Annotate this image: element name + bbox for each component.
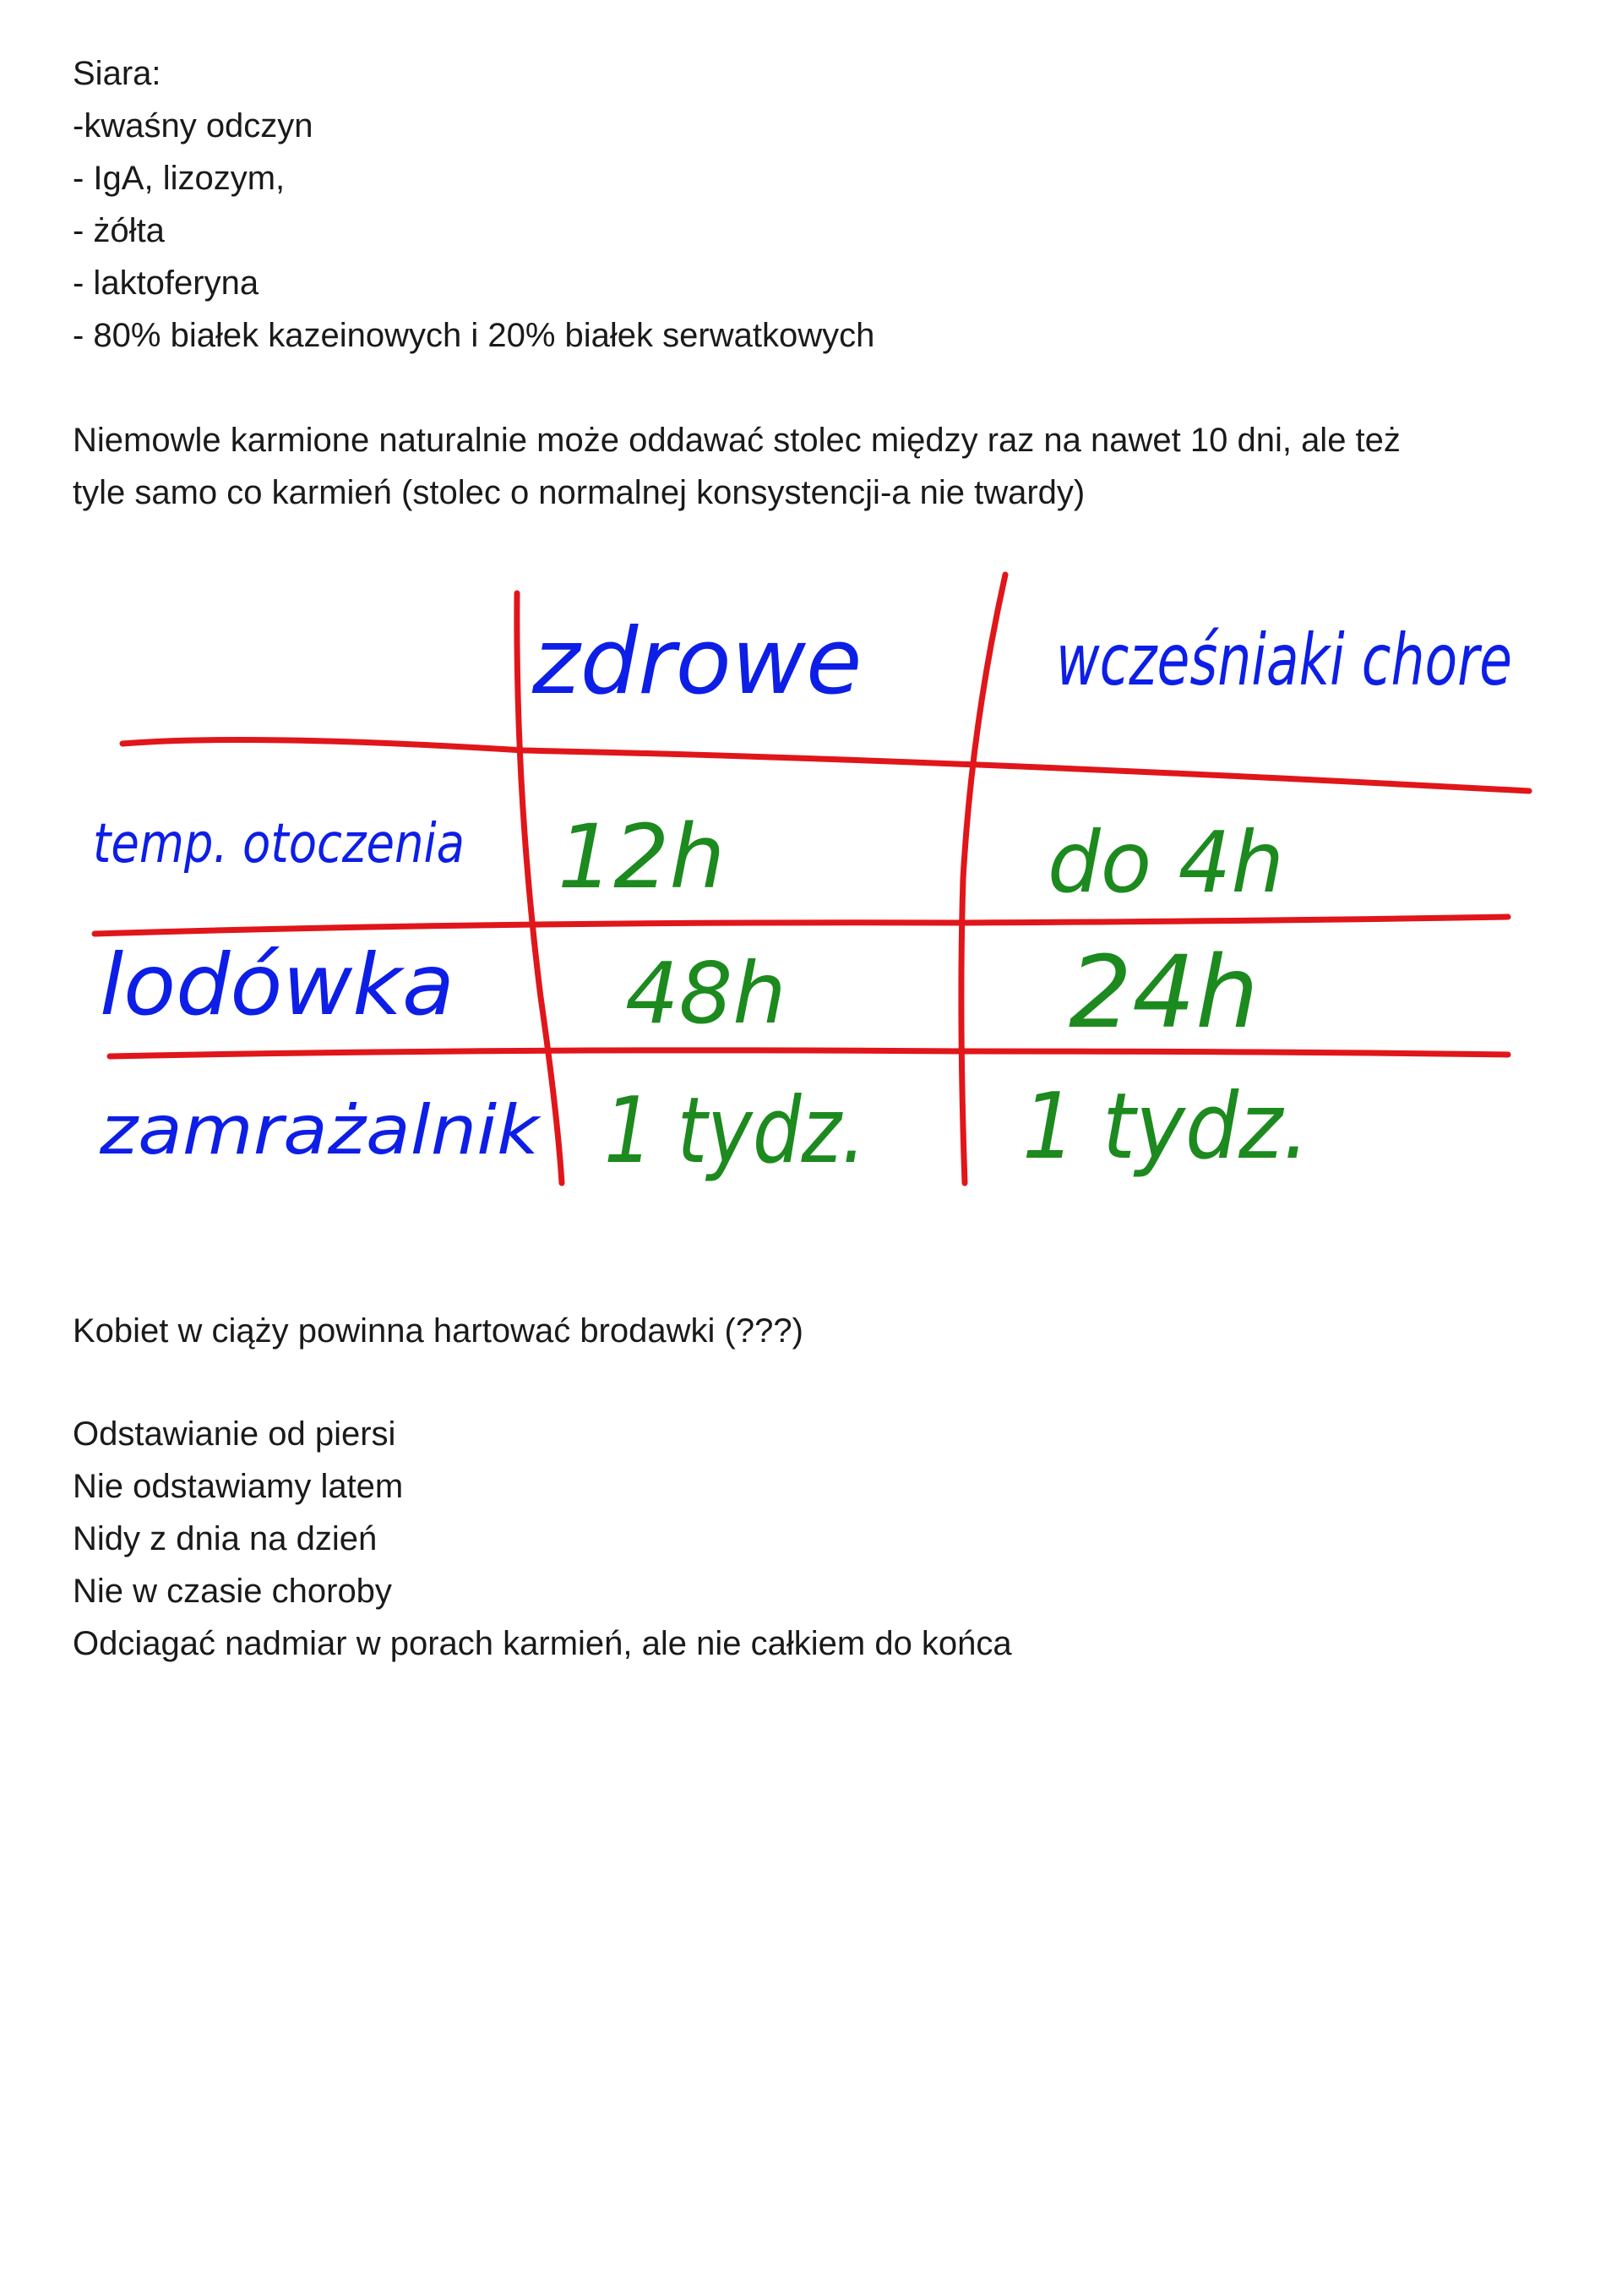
value-healthy: 1 tydz. <box>604 1078 866 1184</box>
grid-line-vertical <box>961 575 1005 1183</box>
weaning-item: Nie odstawiamy latem <box>73 1468 404 1505</box>
stool-note-line: tyle samo co karmień (stolec o normalnej konsystencji-a nie twardy) <box>73 474 1086 511</box>
grid-line-horizontal <box>110 1050 1508 1056</box>
colostrum-item: - żółta <box>73 212 165 249</box>
value-preterm-sick: 1 tydz. <box>1022 1074 1309 1180</box>
colostrum-item: - laktoferyna <box>73 265 259 302</box>
weaning-item: Nie w czasie choroby <box>73 1573 392 1610</box>
value-healthy: 48h <box>625 944 787 1043</box>
value-preterm-sick: 24h <box>1069 934 1259 1050</box>
row-label: zamrażalnik <box>98 1091 542 1170</box>
colostrum-title: Siara: <box>73 55 161 92</box>
pregnancy-note: Kobiet w ciąży powinna hartować brodawki (???) <box>73 1312 803 1350</box>
storage-table-sketch <box>0 541 1622 1200</box>
row-label: lodówka <box>100 935 454 1034</box>
grid-line-horizontal <box>95 917 1508 934</box>
colostrum-item: -kwaśny odczyn <box>73 107 313 145</box>
stool-note-line: Niemowle karmione naturalnie może oddawać stolec między raz na nawet 10 dni, ale też <box>73 422 1401 459</box>
table-header: wcześniaki chore <box>1056 619 1512 701</box>
grid-line-horizontal <box>122 740 1529 792</box>
weaning-item: Odciagać nadmiar w porach karmień, ale nie całkiem do końca <box>73 1625 1012 1662</box>
row-label: temp. otoczenia <box>93 813 465 875</box>
weaning-item: Nidy z dnia na dzień <box>73 1520 378 1557</box>
colostrum-item: - 80% białek kazeinowych i 20% białek serwatkowych <box>73 317 875 354</box>
colostrum-item: - IgA, lizozym, <box>73 160 286 197</box>
value-healthy: 12h <box>558 805 726 908</box>
weaning-title: Odstawianie od piersi <box>73 1415 396 1453</box>
value-preterm-sick: do 4h <box>1048 813 1284 912</box>
table-header: zdrowe <box>532 609 863 715</box>
